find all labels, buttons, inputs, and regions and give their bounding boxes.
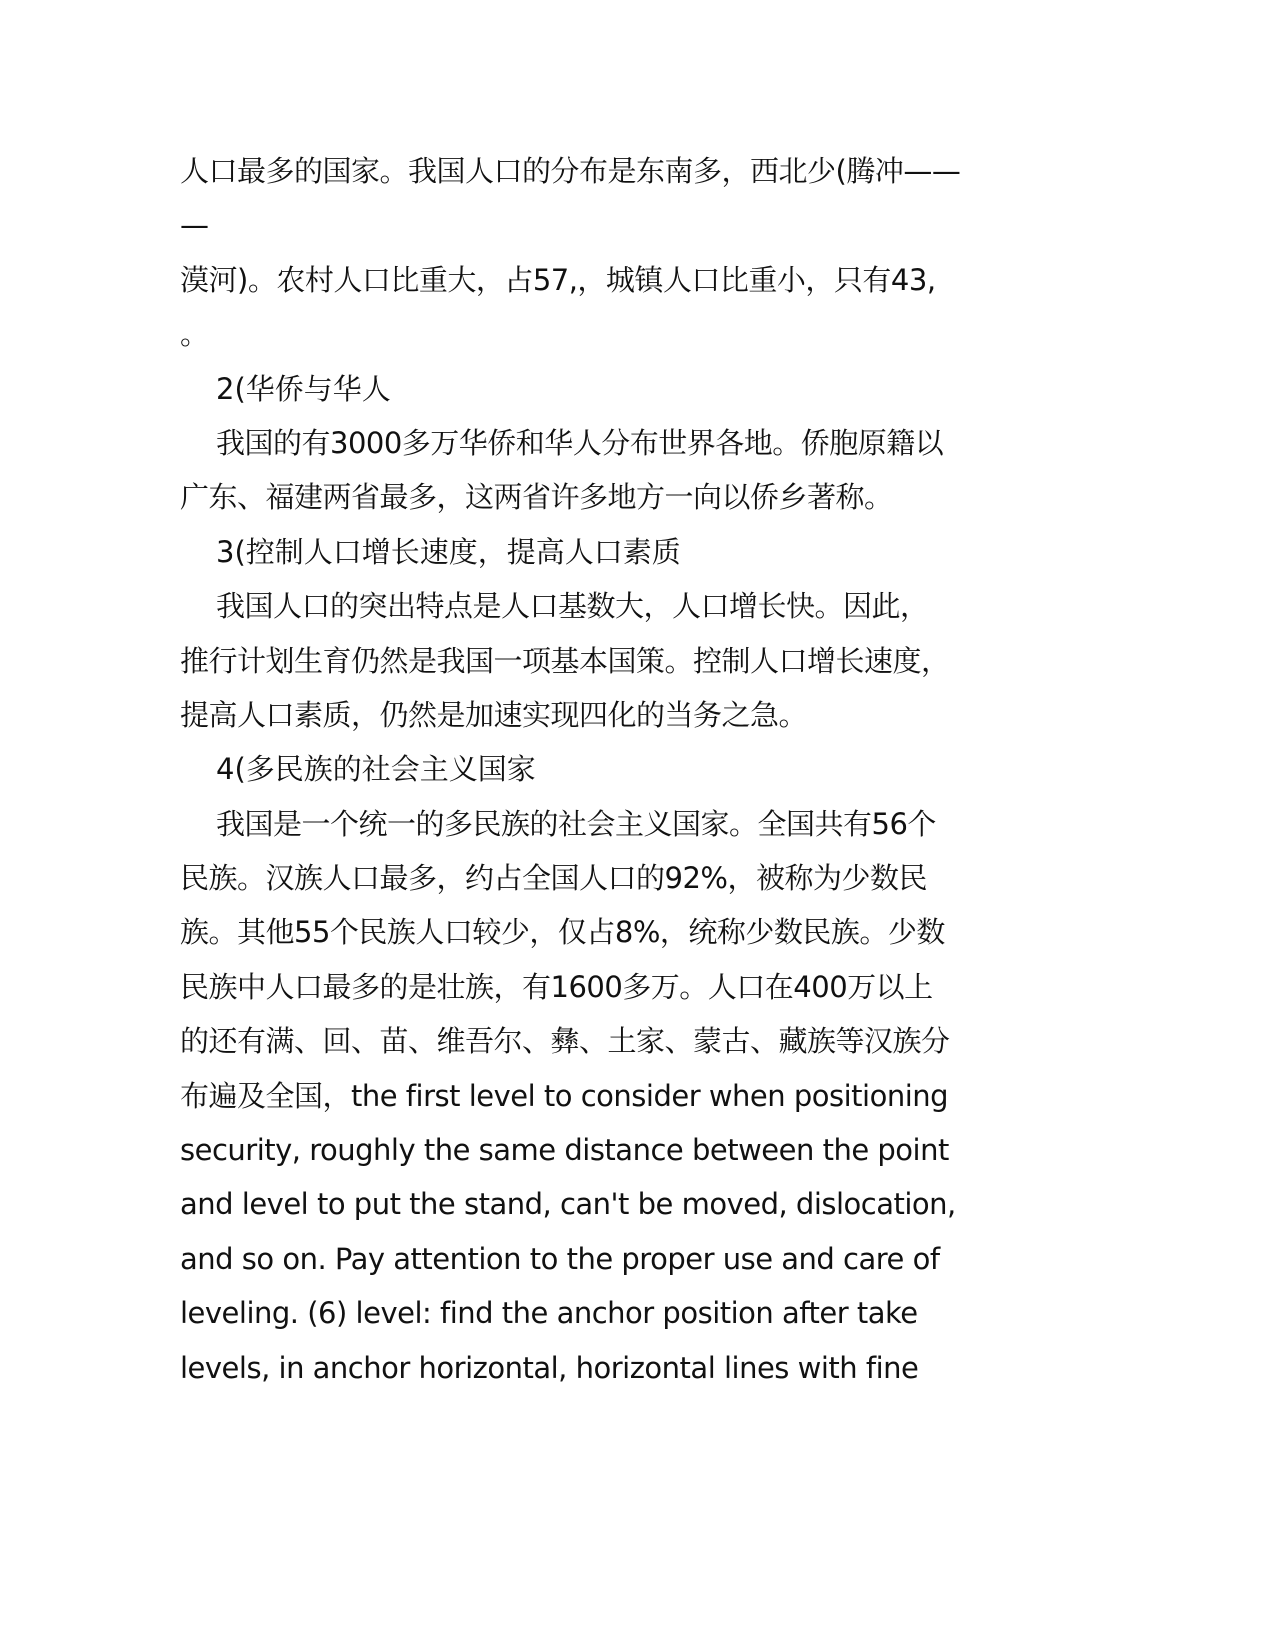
text-line: —	[180, 208, 209, 243]
text-line: 民族中人口最多的是壮族，有1600多万。人口在400万以上	[180, 969, 933, 1004]
text-line: 。	[180, 317, 210, 352]
text-line: 推行计划生育仍然是我国一项基本国策。控制人口增长速度，	[180, 643, 950, 678]
text-line: 我国人口的突出特点是人口基数大，人口增长快。因此，	[216, 589, 929, 624]
text-line: 广东、福建两省最多，这两省许多地方一向以侨乡著称。	[180, 480, 893, 515]
text-line: 民族。汉族人口最多，约占全国人口的92%，被称为少数民	[180, 861, 927, 896]
body-text	[180, 144, 1060, 1395]
text-line: levels, in anchor horizontal, horizontal lines with fine	[180, 1350, 919, 1385]
section-heading: 2(华侨与华人	[216, 371, 391, 406]
text-line: 布遍及全国，the first level to consider when positioning	[180, 1078, 949, 1113]
text-line: security, roughly the same distance between the point	[180, 1133, 949, 1168]
section-heading: 3(控制人口增长速度，提高人口素质	[216, 534, 681, 569]
text-line: 漠河)。农村人口比重大，占57,，城镇人口比重小，只有43,	[180, 262, 936, 297]
text-line: 的还有满、回、苗、维吾尔、彝、土家、蒙古、藏族等汉族分	[180, 1024, 950, 1059]
text-line: and so on. Pay attention to the proper use and care of	[180, 1241, 940, 1276]
text-line: 我国是一个统一的多民族的社会主义国家。全国共有56个	[216, 806, 936, 841]
text-line: 我国的有3000多万华侨和华人分布世界各地。侨胞原籍以	[216, 425, 944, 460]
text-line: 人口最多的国家。我国人口的分布是东南多，西北少(腾冲——	[180, 154, 961, 188]
section-heading: 4(多民族的社会主义国家	[216, 752, 536, 787]
text-line: 族。其他55个民族人口较少，仅占8%，统称少数民族。少数	[180, 915, 945, 950]
text-line: and level to put the stand, can't be moved, dislocation,	[180, 1187, 956, 1222]
text-line: 提高人口素质，仍然是加速实现四化的当务之急。	[180, 697, 808, 732]
text-line: leveling. (6) level: find the anchor position after take	[180, 1296, 918, 1331]
